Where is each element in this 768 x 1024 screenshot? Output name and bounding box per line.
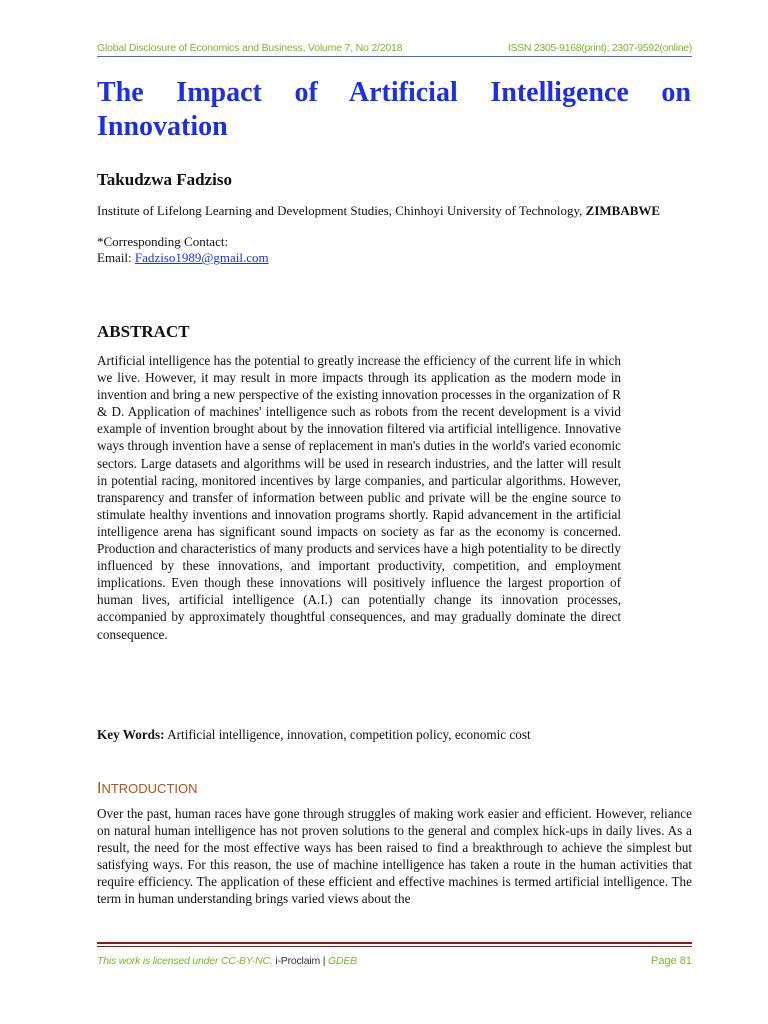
introduction-heading-initial: I — [97, 780, 102, 797]
introduction-heading — [97, 780, 198, 798]
footer-divider-thin — [97, 946, 692, 947]
introduction-text: Over the past, human races have gone through struggles of making work easier and efficient. However, reliance on natural human intelligence has not proven solutions to the general and complex hick-ups in daily lives. As a result, the need for the most effective ways has been raised to find a breakthrough to achieve the simplest but satisfying ways. For this reason, the use of machine intelligence has taken a route in the human activities that require efficiency. The application of these efficient and effective machines is termed artificial intelligence. The term in human understanding brings varied views about the — [97, 806, 692, 907]
header-divider — [97, 56, 692, 57]
author-affiliation — [97, 203, 660, 219]
footer-divider-thick — [97, 942, 692, 944]
email-link[interactable]: Fadziso1989@gmail.com — [134, 250, 269, 265]
abstract-text: Artificial intelligence has the potential to greatly increase the efficiency of the current life in which we live. However, it may result in more impacts through its application as the modern mode in invention and bring a new perspective of the existing innovation processes in the organization of R & D. Application of machines' intelligence such as robots from the recent development is a vivid example of invention brought about by the innovation filtered via artificial intelligence. Innovative ways through invention have a sense of replacement in man's duties in the world's varied economic sectors. Large datasets and algorithms will be used in research industries, and the latter will result in potential racing, monitored incentives by large companies, and particular algorithms. However, transparency and transfer of information between public and private will be the engine source to stimulate healthy inventions and innovation programs shortly. Rapid advancement in the artificial intelligence arena has significant sound impacts on society as far as the economy is concerned. Production and characteristics of many products and services have a high potentiality to be directly influenced by these innovations, and important productivity, competition, and employment implications. Even though these innovations will positively influence the largest proportion of human lives, artificial intelligence (A.I.) can potentially change its innovation processes, accompanied by approximately thoughtful consequences, and may gradually dominate the direct consequence. — [97, 353, 621, 642]
author-name: Takudzwa Fadziso — [97, 170, 232, 189]
corresponding-contact — [97, 234, 269, 266]
journal-citation: Global Disclosure of Economics and Business, Volume 7, No 2/2018 — [97, 42, 403, 54]
keywords-text: Artificial intelligence, innovation, competition policy, economic cost — [167, 727, 531, 742]
email-label: Email: — [97, 250, 132, 265]
abstract-heading: ABSTRACT — [97, 322, 190, 341]
publisher-text: i-Proclaim | — [272, 955, 326, 967]
journal-abbr: GDEB — [325, 955, 357, 967]
issn: ISSN 2305-9168(print); 2307-9592(online) — [507, 42, 692, 54]
page-number: Page 81 — [651, 955, 692, 967]
article-title: The Impact of Artificial Intelligence on Innovation — [97, 77, 691, 142]
affiliation-text: Institute of Lifelong Learning and Development Studies, Chinhoyi University of Technology, — [97, 203, 583, 218]
keywords-label: Key Words: — [97, 727, 165, 742]
license-text[interactable]: This work is licensed under CC-BY-NC, — [97, 955, 273, 967]
introduction-heading-rest: NTRODUCTION — [101, 781, 198, 796]
affiliation-country: ZIMBABWE — [585, 203, 661, 218]
keywords — [97, 727, 531, 743]
license-footer — [97, 955, 357, 967]
corresponding-label: *Corresponding Contact: — [97, 234, 229, 249]
